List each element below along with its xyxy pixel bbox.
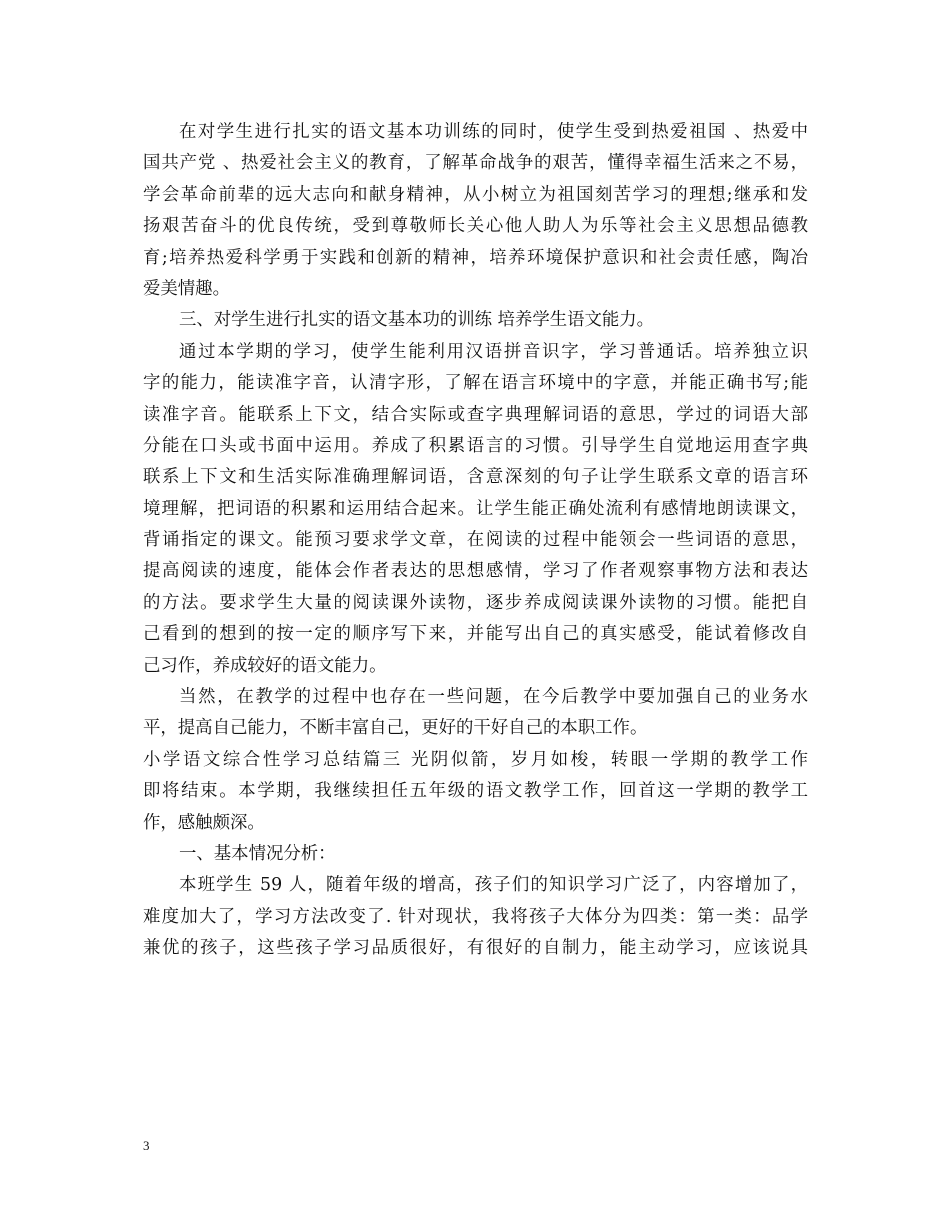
text-line: 三、对学生进行扎实的语文基本功的训练 培养学生语文能力。 [179, 310, 655, 331]
text-line: 一、基本情况分析： [179, 843, 336, 864]
text-line: 的方法。要求学生大量的阅读课外读物，逐步养成阅读课外读物的习惯。能把自 [143, 592, 808, 613]
text-line: 分能在口头或书面中运用。养成了积累语言的习惯。引导学生自觉地运用查字典 [143, 435, 808, 456]
text-line: 通过本学期的学习，使学生能利用汉语拼音识字，学习普通话。培养独立识 [179, 341, 808, 362]
text-line: 本班学生 59 人，随着年级的增高，孩子们的知识学习广泛了，内容增加了， [179, 875, 808, 896]
text-line: 境理解，把词语的积累和运用结合起来。让学生能正确处流利有感情地朗读课文， [143, 498, 808, 519]
text-line: 兼优的孩子，这些孩子学习品质很好，有很好的自制力，能主动学习，应该说具 [143, 938, 808, 959]
text-line: 己看到的想到的按一定的顺序写下来，并能写出自己的真实感受，能试着修改自 [143, 624, 808, 645]
text-line: 己习作，养成较好的语文能力。 [143, 655, 387, 676]
text-line: 读准字音。能联系上下文，结合实际或查字典理解词语的意思，学过的词语大部 [143, 404, 808, 425]
text-line: 育;培养热爱科学勇于实践和创新的精神，培养环境保护意识和社会责任感，陶冶 [143, 247, 808, 268]
text-line: 扬艰苦奋斗的优良传统，受到尊敬师长关心他人助人为乐等社会主义思想品德教 [143, 216, 808, 237]
text-line: 提高阅读的速度，能体会作者表达的思想感情，学习了作者观察事物方法和表达 [143, 561, 808, 582]
text-line: 作，感触颇深。 [143, 812, 265, 833]
text-line: 联系上下文和生活实际准确理解词语，含意深刻的句子让学生联系文章的语言环 [143, 467, 808, 488]
text-line: 学会革命前辈的远大志向和献身精神，从小树立为祖国刻苦学习的理想;继承和发 [143, 184, 808, 205]
page-number: 3 [143, 1138, 150, 1153]
text-line: 小学语文综合性学习总结篇三 光阴似箭，岁月如梭，转眼一学期的教学工作 [143, 749, 808, 770]
text-line: 平，提高自己能力，不断丰富自己，更好的干好自己的本职工作。 [143, 718, 648, 739]
text-line: 在对学生进行扎实的语文基本功训练的同时，使学生受到热爱祖国 、热爱中 [179, 122, 808, 142]
document-body [143, 117, 808, 965]
text-line: 国共产党 、热爱社会主义的教育，了解革命战争的艰苦，懂得幸福生活来之不易， [143, 153, 808, 174]
text-line: 当然，在教学的过程中也存在一些问题，在今后教学中要加强自己的业务水 [179, 687, 808, 708]
text-line: 爱美情趣。 [143, 278, 230, 299]
text-line: 即将结束。本学期，我继续担任五年级的语文教学工作，回首这一学期的教学工 [143, 781, 808, 802]
text-line: 难度加大了，学习方法改变了. 针对现状，我将孩子大体分为四类：第一类：品学 [143, 906, 808, 927]
text-line: 字的能力，能读准字音，认清字形，了解在语言环境中的字意，并能正确书写;能 [143, 373, 808, 394]
text-line: 背诵指定的课文。能预习要求学文章，在阅读的过程中能领会一些词语的意思， [143, 530, 808, 551]
